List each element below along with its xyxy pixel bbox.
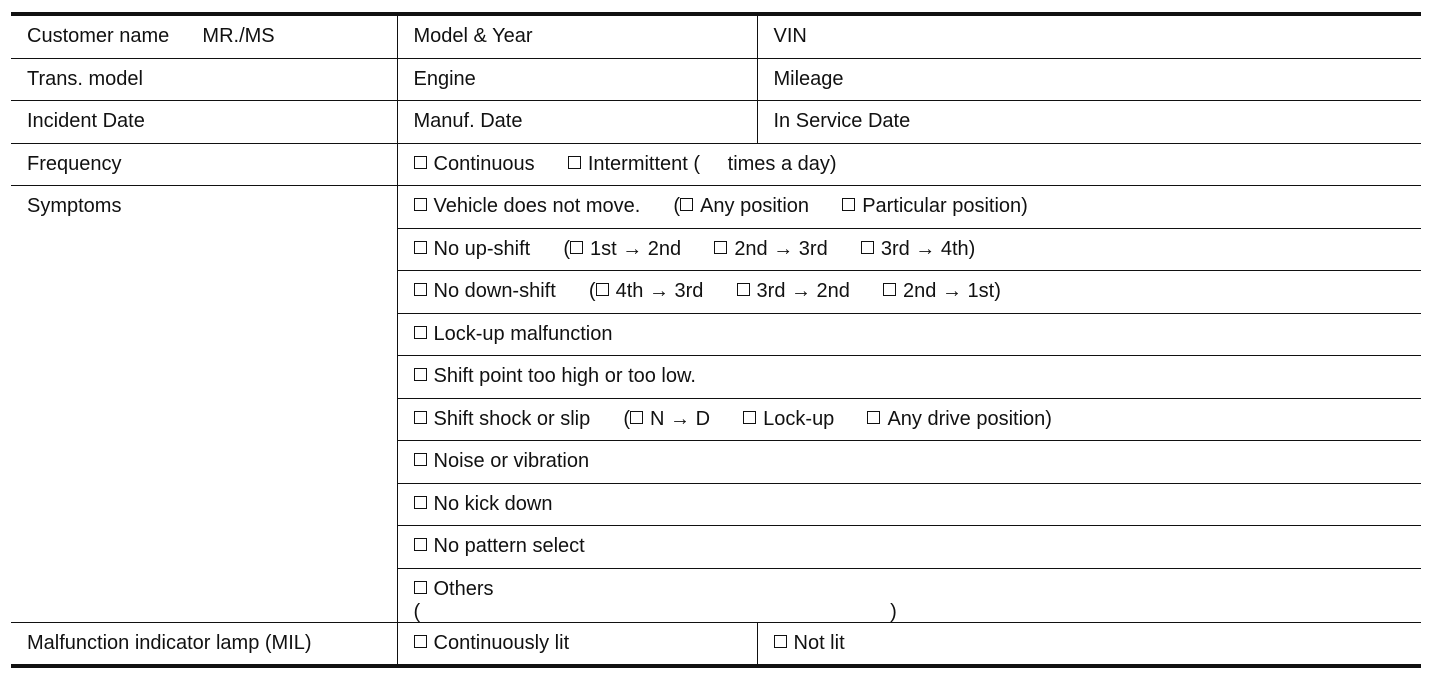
shift-point-cell [397,356,1421,399]
others-cell [397,568,1421,622]
others-open-paren: ( [413,600,421,623]
no-pattern-select-checkbox[interactable] [414,538,427,551]
no-move-paren: ( [673,195,681,217]
downshift-2-1-label: 2nd → 1st) [903,280,1001,302]
no-upshift-label: No up-shift [433,237,531,260]
no-move-cell [397,186,1421,229]
frequency-options-cell [397,143,1421,186]
not-lit-checkbox[interactable] [774,635,787,648]
no-downshift-label: No down-shift [433,280,556,302]
not-lit-label: Not lit [793,631,845,654]
row-symptom-no-move [11,186,1421,229]
times-a-day-label: times a day) [727,152,837,175]
lockup-malfunction-label: Lock-up malfunction [433,322,613,345]
frequency-label: Frequency [27,152,122,175]
mileage-label: Mileage [773,67,844,90]
pattern-cell [397,526,1421,569]
shock-lockup-checkbox[interactable] [743,411,756,424]
in-service-date-cell[interactable] [757,101,1421,144]
no-downshift-cell [397,271,1421,314]
others-close-paren: ) [890,600,897,623]
engine-cell[interactable] [397,58,757,101]
intermittent-checkbox[interactable] [568,156,581,169]
mil-continuously-lit-cell [397,622,757,666]
any-position-label: Any position [700,195,810,217]
row-customer [11,14,1421,58]
customer-name-cell[interactable] [11,14,397,58]
continuously-lit-checkbox[interactable] [414,635,427,648]
any-drive-position-checkbox[interactable] [867,411,880,424]
shift-shock-label: Shift shock or slip [433,407,591,430]
downshift-4-3-checkbox[interactable] [596,283,609,296]
no-move-checkbox[interactable] [414,198,427,211]
frequency-label-cell [11,143,397,186]
mil-not-lit-cell [757,622,1421,666]
no-upshift-paren: ( [563,237,571,260]
vin-cell[interactable] [757,14,1421,58]
upshift-2-3-checkbox[interactable] [714,241,727,254]
manuf-date-cell[interactable] [397,101,757,144]
upshift-2-3-label: 2nd → 3rd [734,237,828,260]
symptoms-label: Symptoms [27,195,122,217]
shift-point-checkbox[interactable] [414,368,427,381]
row-trans-model [11,58,1421,101]
incident-date-cell[interactable] [11,101,397,144]
diagnostic-worksheet-table [11,12,1421,668]
customer-name-label: Customer name [27,25,170,47]
downshift-3-2-checkbox[interactable] [737,283,750,296]
model-year-cell[interactable] [397,14,757,58]
customer-title-label: MR./MS [202,25,275,47]
particular-position-label: Particular position) [862,195,1028,217]
continuous-label: Continuous [433,152,535,175]
shift-shock-checkbox[interactable] [414,411,427,424]
no-kickdown-label: No kick down [433,492,553,515]
no-downshift-paren: ( [588,280,596,302]
in-service-date-label: In Service Date [773,110,911,132]
particular-position-checkbox[interactable] [842,198,855,211]
lockup-cell [397,313,1421,356]
upshift-1-2-label: 1st → 2nd [590,237,682,260]
no-move-label: Vehicle does not move. [433,195,641,217]
any-position-checkbox[interactable] [680,198,693,211]
shift-shock-paren: ( [623,407,631,430]
noise-vibration-label: Noise or vibration [433,450,590,472]
shock-lockup-label: Lock-up [763,407,835,430]
intermittent-label: Intermittent ( [587,152,701,175]
no-downshift-checkbox[interactable] [414,283,427,296]
noise-vibration-checkbox[interactable] [414,453,427,466]
downshift-4-3-label: 4th → 3rd [615,280,704,302]
shift-point-label: Shift point too high or too low. [433,365,696,387]
upshift-3-4-label: 3rd → 4th) [880,237,976,260]
others-checkbox[interactable] [414,581,427,594]
shift-shock-cell [397,398,1421,441]
row-frequency [11,143,1421,186]
noise-cell [397,441,1421,484]
model-year-label: Model & Year [413,25,533,47]
incident-date-label: Incident Date [27,110,145,132]
no-upshift-cell [397,228,1421,271]
trans-model-label: Trans. model [27,67,143,90]
continuously-lit-label: Continuously lit [433,631,570,654]
no-upshift-checkbox[interactable] [414,241,427,254]
downshift-3-2-label: 3rd → 2nd [756,280,850,302]
n-to-d-checkbox[interactable] [630,411,643,424]
upshift-3-4-checkbox[interactable] [861,241,874,254]
engine-label: Engine [413,67,476,90]
upshift-1-2-checkbox[interactable] [570,241,583,254]
n-to-d-label: N → D [650,407,711,430]
mileage-cell[interactable] [757,58,1421,101]
downshift-2-1-checkbox[interactable] [883,283,896,296]
manuf-date-label: Manuf. Date [413,110,523,132]
lockup-malfunction-checkbox[interactable] [414,326,427,339]
symptoms-label-cell [11,186,397,623]
row-dates [11,101,1421,144]
row-mil [11,622,1421,666]
any-drive-position-label: Any drive position) [887,407,1052,430]
others-label: Others [433,577,494,600]
mil-label: Malfunction indicator lamp (MIL) [27,631,312,654]
vin-label: VIN [773,25,807,47]
no-kickdown-checkbox[interactable] [414,496,427,509]
no-pattern-select-label: No pattern select [433,535,585,557]
kickdown-cell [397,483,1421,526]
trans-model-cell[interactable] [11,58,397,101]
continuous-checkbox[interactable] [414,156,427,169]
others-detail-line[interactable] [414,602,1422,622]
mil-label-cell [11,622,397,666]
